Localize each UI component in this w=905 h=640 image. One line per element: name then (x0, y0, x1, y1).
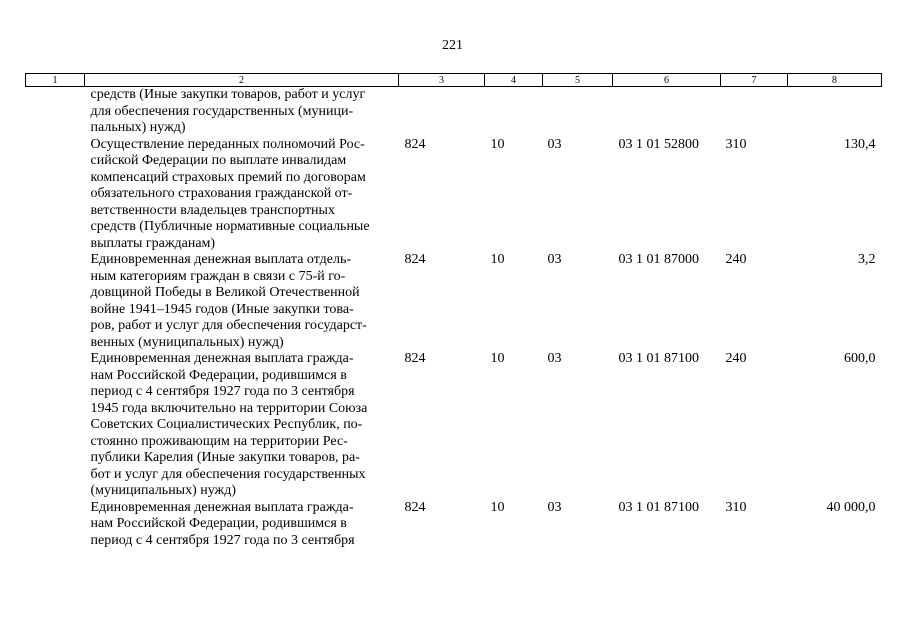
header-col-7: 7 (721, 74, 788, 87)
row-number-cell (26, 351, 85, 500)
description-line: средств (Иные закупки товаров, работ и услуг (90, 87, 366, 102)
description-line: нам Российской Федерации, родившимся в (90, 516, 347, 531)
description-line: венных (муниципальных) нужд) (90, 334, 284, 350)
description-cell (85, 500, 399, 550)
target-article-cell: 03 1 01 87100 (618, 499, 699, 515)
header-col-6: 6 (613, 74, 721, 87)
header-col-4: 4 (485, 74, 543, 87)
section-code-cell: 10 (490, 252, 505, 267)
description-cell (85, 252, 399, 351)
description-line: ветственности владельцев транспортных (90, 202, 335, 218)
table-row (26, 500, 882, 550)
expense-type-cell: 240 (725, 252, 747, 267)
subsection-code-cell: 03 (547, 499, 562, 515)
description-line: период с 4 сентября 1927 года по 3 сентября (90, 532, 355, 548)
amount-cell: 3,2 (858, 252, 876, 267)
amount-cell: 40 000,0 (826, 499, 876, 515)
section-code-cell: 10 (490, 136, 505, 152)
header-col-3: 3 (399, 74, 485, 87)
page-number: 221 (442, 38, 463, 53)
description-line: пальных) нужд) (90, 120, 186, 135)
table-row (26, 252, 882, 351)
ministry-code-cell: 824 (404, 252, 426, 267)
description-line: Осуществление переданных полномочий Рос- (90, 136, 365, 152)
section-code-cell: 10 (490, 499, 505, 515)
expense-type-cell: 310 (725, 136, 747, 152)
description-line: довщиной Победы в Великой Отечественной (90, 285, 360, 300)
description-line: ным категориям граждан в связи с 75-й го- (90, 268, 346, 284)
description-line: войне 1941–1945 годов (Иные закупки това- (90, 301, 354, 317)
expense-type-cell: 240 (725, 351, 747, 366)
description-line: средств (Публичные нормативные социальные (90, 219, 370, 234)
row-number-cell (26, 500, 85, 550)
description-line: сийской Федерации по выплате инвалидам (90, 153, 347, 168)
amount-cell (788, 87, 882, 137)
description-cell (85, 137, 399, 253)
description-cell (85, 87, 399, 137)
ministry-code-cell (399, 87, 485, 137)
target-article-cell: 03 1 01 87000 (618, 252, 699, 267)
description-line: для обеспечения государственных (муници- (90, 103, 354, 119)
description-line: выплаты гражданам) (90, 235, 216, 251)
row-number-cell (26, 137, 85, 253)
section-code-cell (485, 87, 543, 137)
target-article-cell (613, 87, 721, 137)
description-line: Единовременная денежная выплата гражда- (90, 351, 354, 366)
description-line: (муниципальных) нужд) (90, 483, 237, 498)
description-line: бот и услуг для обеспечения государственных (90, 466, 366, 482)
subsection-code-cell: 03 (547, 136, 562, 152)
expense-type-cell: 310 (725, 499, 747, 515)
header-col-5: 5 (543, 74, 613, 87)
description-line: Советских Социалистических Республик, по- (90, 417, 363, 432)
table-body (26, 87, 882, 550)
target-article-cell: 03 1 01 87100 (618, 351, 699, 366)
row-number-cell (26, 252, 85, 351)
description-cell (85, 351, 399, 500)
subsection-code-cell: 03 (547, 252, 562, 267)
description-line: стоянно проживающим на территории Рес- (90, 433, 348, 449)
description-line: нам Российской Федерации, родившимся в (90, 367, 347, 383)
budget-table (25, 73, 882, 549)
description-line: обязательного страхования гражданской от- (90, 186, 353, 201)
description-line: период с 4 сентября 1927 года по 3 сентября (90, 384, 355, 399)
subsection-code-cell (543, 87, 613, 137)
description-line: 1945 года включительно на территории Союза (90, 400, 368, 416)
amount-cell: 600,0 (844, 351, 876, 366)
header-col-2: 2 (85, 74, 399, 87)
description-line: Единовременная денежная выплата гражда- (90, 499, 354, 515)
subsection-code-cell: 03 (547, 351, 562, 366)
table-row (26, 351, 882, 500)
header-col-8: 8 (788, 74, 882, 87)
column-number-header (26, 74, 882, 87)
ministry-code-cell: 824 (404, 351, 426, 366)
expense-type-cell (721, 87, 788, 137)
amount-cell: 130,4 (844, 136, 876, 152)
section-code-cell: 10 (490, 351, 505, 366)
table-row (26, 87, 882, 137)
description-line: компенсаций страховых премий по договорам (90, 169, 366, 185)
header-col-1: 1 (26, 74, 85, 87)
row-number-cell (26, 87, 85, 137)
description-line: ров, работ и услуг для обеспечения государст- (90, 318, 367, 333)
target-article-cell: 03 1 01 52800 (618, 136, 699, 152)
description-line: публики Карелия (Иные закупки товаров, ра- (90, 450, 360, 465)
ministry-code-cell: 824 (404, 136, 426, 152)
table-row (26, 137, 882, 253)
ministry-code-cell: 824 (404, 499, 426, 515)
description-line: Единовременная денежная выплата отдель- (90, 252, 352, 267)
